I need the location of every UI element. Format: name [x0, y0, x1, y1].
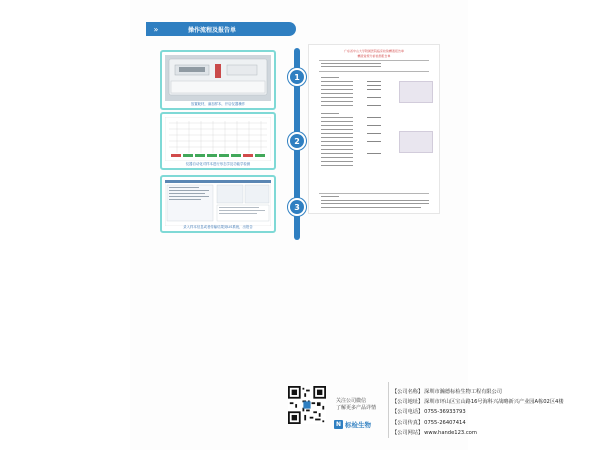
company-phone-label: 【公司电话】 — [392, 409, 424, 416]
bar-curve-screen — [165, 117, 271, 161]
report-text-line — [321, 129, 353, 130]
company-address: 深圳市坪山区宝山路16号海科兴战略新兴产业园A栋02区4楼 — [424, 399, 564, 406]
double-chevron-right-icon: » — [153, 24, 159, 34]
section-banner — [146, 22, 296, 36]
report-rule — [319, 193, 429, 194]
report-value-line — [367, 85, 381, 86]
brochure-page — [130, 0, 564, 450]
company-address-row — [392, 397, 564, 407]
report-text-line — [321, 105, 353, 106]
company-logo — [334, 420, 371, 429]
instrument-photo — [165, 55, 271, 101]
step-3-marker: 3 — [288, 198, 306, 216]
report-rule — [319, 60, 429, 61]
company-fax-row — [392, 418, 564, 428]
report-text-line — [321, 207, 421, 208]
report-text-line — [321, 89, 353, 90]
software-screen — [165, 180, 271, 226]
step-3-caption: 录入样本信息或者传输结果到LIS系统，出报告 — [183, 225, 253, 229]
report-text-line — [321, 85, 353, 86]
company-phone-row — [392, 407, 564, 417]
report-value-line — [367, 125, 381, 126]
company-website-link[interactable]: www.hande123.com — [424, 429, 477, 436]
company-name: 深圳市瀚德标检生物工程有限公司 — [424, 389, 502, 395]
step-1-caption: 放置耗材，滴加样本，开启仪器操作 — [190, 102, 246, 106]
report-text-line — [321, 113, 339, 114]
logo-mark-icon: N — [335, 421, 342, 428]
report-text-line — [321, 66, 381, 67]
report-text-line — [321, 101, 353, 102]
report-subtitle: 精液常规分析检测报告单 — [357, 54, 391, 58]
report-text-line — [321, 93, 353, 94]
report-text-line — [321, 81, 353, 82]
report-text-line — [321, 77, 339, 78]
report-rule — [319, 71, 429, 72]
report-value-line — [367, 97, 381, 98]
company-fax: 0755-26407414 — [424, 419, 466, 426]
report-sheet — [308, 44, 440, 214]
section-title: 操作流程及报告单 — [188, 26, 237, 34]
report-text-line — [321, 63, 381, 64]
report-text-line — [321, 196, 339, 197]
report-text-line — [321, 97, 353, 98]
wechat-qr-code[interactable] — [288, 386, 326, 424]
report-text-line — [321, 161, 353, 162]
company-website-label: 【公司网站】 — [392, 429, 424, 436]
report-value-line — [367, 81, 381, 82]
company-info — [392, 387, 564, 438]
step-1-panel — [160, 50, 276, 110]
company-phone[interactable]: 0755-36933793 — [424, 409, 466, 416]
company-name-label: 【公司名称】 — [392, 389, 424, 395]
report-value-line — [367, 105, 381, 106]
report-text-line — [321, 141, 353, 142]
company-address-label: 【公司地址】 — [392, 399, 424, 406]
logo-text: 标检生物 — [345, 421, 371, 429]
company-name-row — [392, 387, 564, 397]
report-text-line — [321, 153, 353, 154]
report-text-line — [321, 165, 353, 166]
report-text-line — [321, 149, 353, 150]
step-2-caption: 仪器自动化对样本进行形态学及功能学检测 — [185, 162, 251, 166]
report-text-line — [321, 121, 353, 122]
report-value-line — [367, 133, 381, 134]
company-website-row — [392, 428, 564, 438]
footer-divider — [388, 382, 389, 438]
step-2-marker: 2 — [288, 132, 306, 150]
follow-line-1: 关注公司微信 — [336, 398, 367, 404]
report-title: 广东省中山大学附属医院临床检验精液报告单 — [343, 49, 404, 53]
report-text-line — [321, 117, 353, 118]
report-text-line — [321, 125, 353, 126]
report-text-line — [321, 137, 353, 138]
report-value-line — [367, 89, 381, 90]
company-fax-label: 【公司传真】 — [392, 419, 424, 426]
micrograph-image — [399, 131, 433, 153]
report-text-line — [321, 133, 353, 134]
step-1-marker: 1 — [288, 68, 306, 86]
report-value-line — [367, 153, 381, 154]
report-value-line — [367, 117, 381, 118]
step-2-panel — [160, 112, 276, 170]
follow-line-2: 了解更多产品详情 — [336, 405, 377, 411]
follow-text — [336, 398, 376, 412]
report-value-line — [367, 141, 381, 142]
report-text-line — [321, 203, 429, 204]
report-text-line — [321, 145, 353, 146]
step-3-panel — [160, 175, 276, 233]
micrograph-image — [399, 81, 433, 103]
report-text-line — [321, 157, 353, 158]
report-text-line — [321, 200, 429, 201]
